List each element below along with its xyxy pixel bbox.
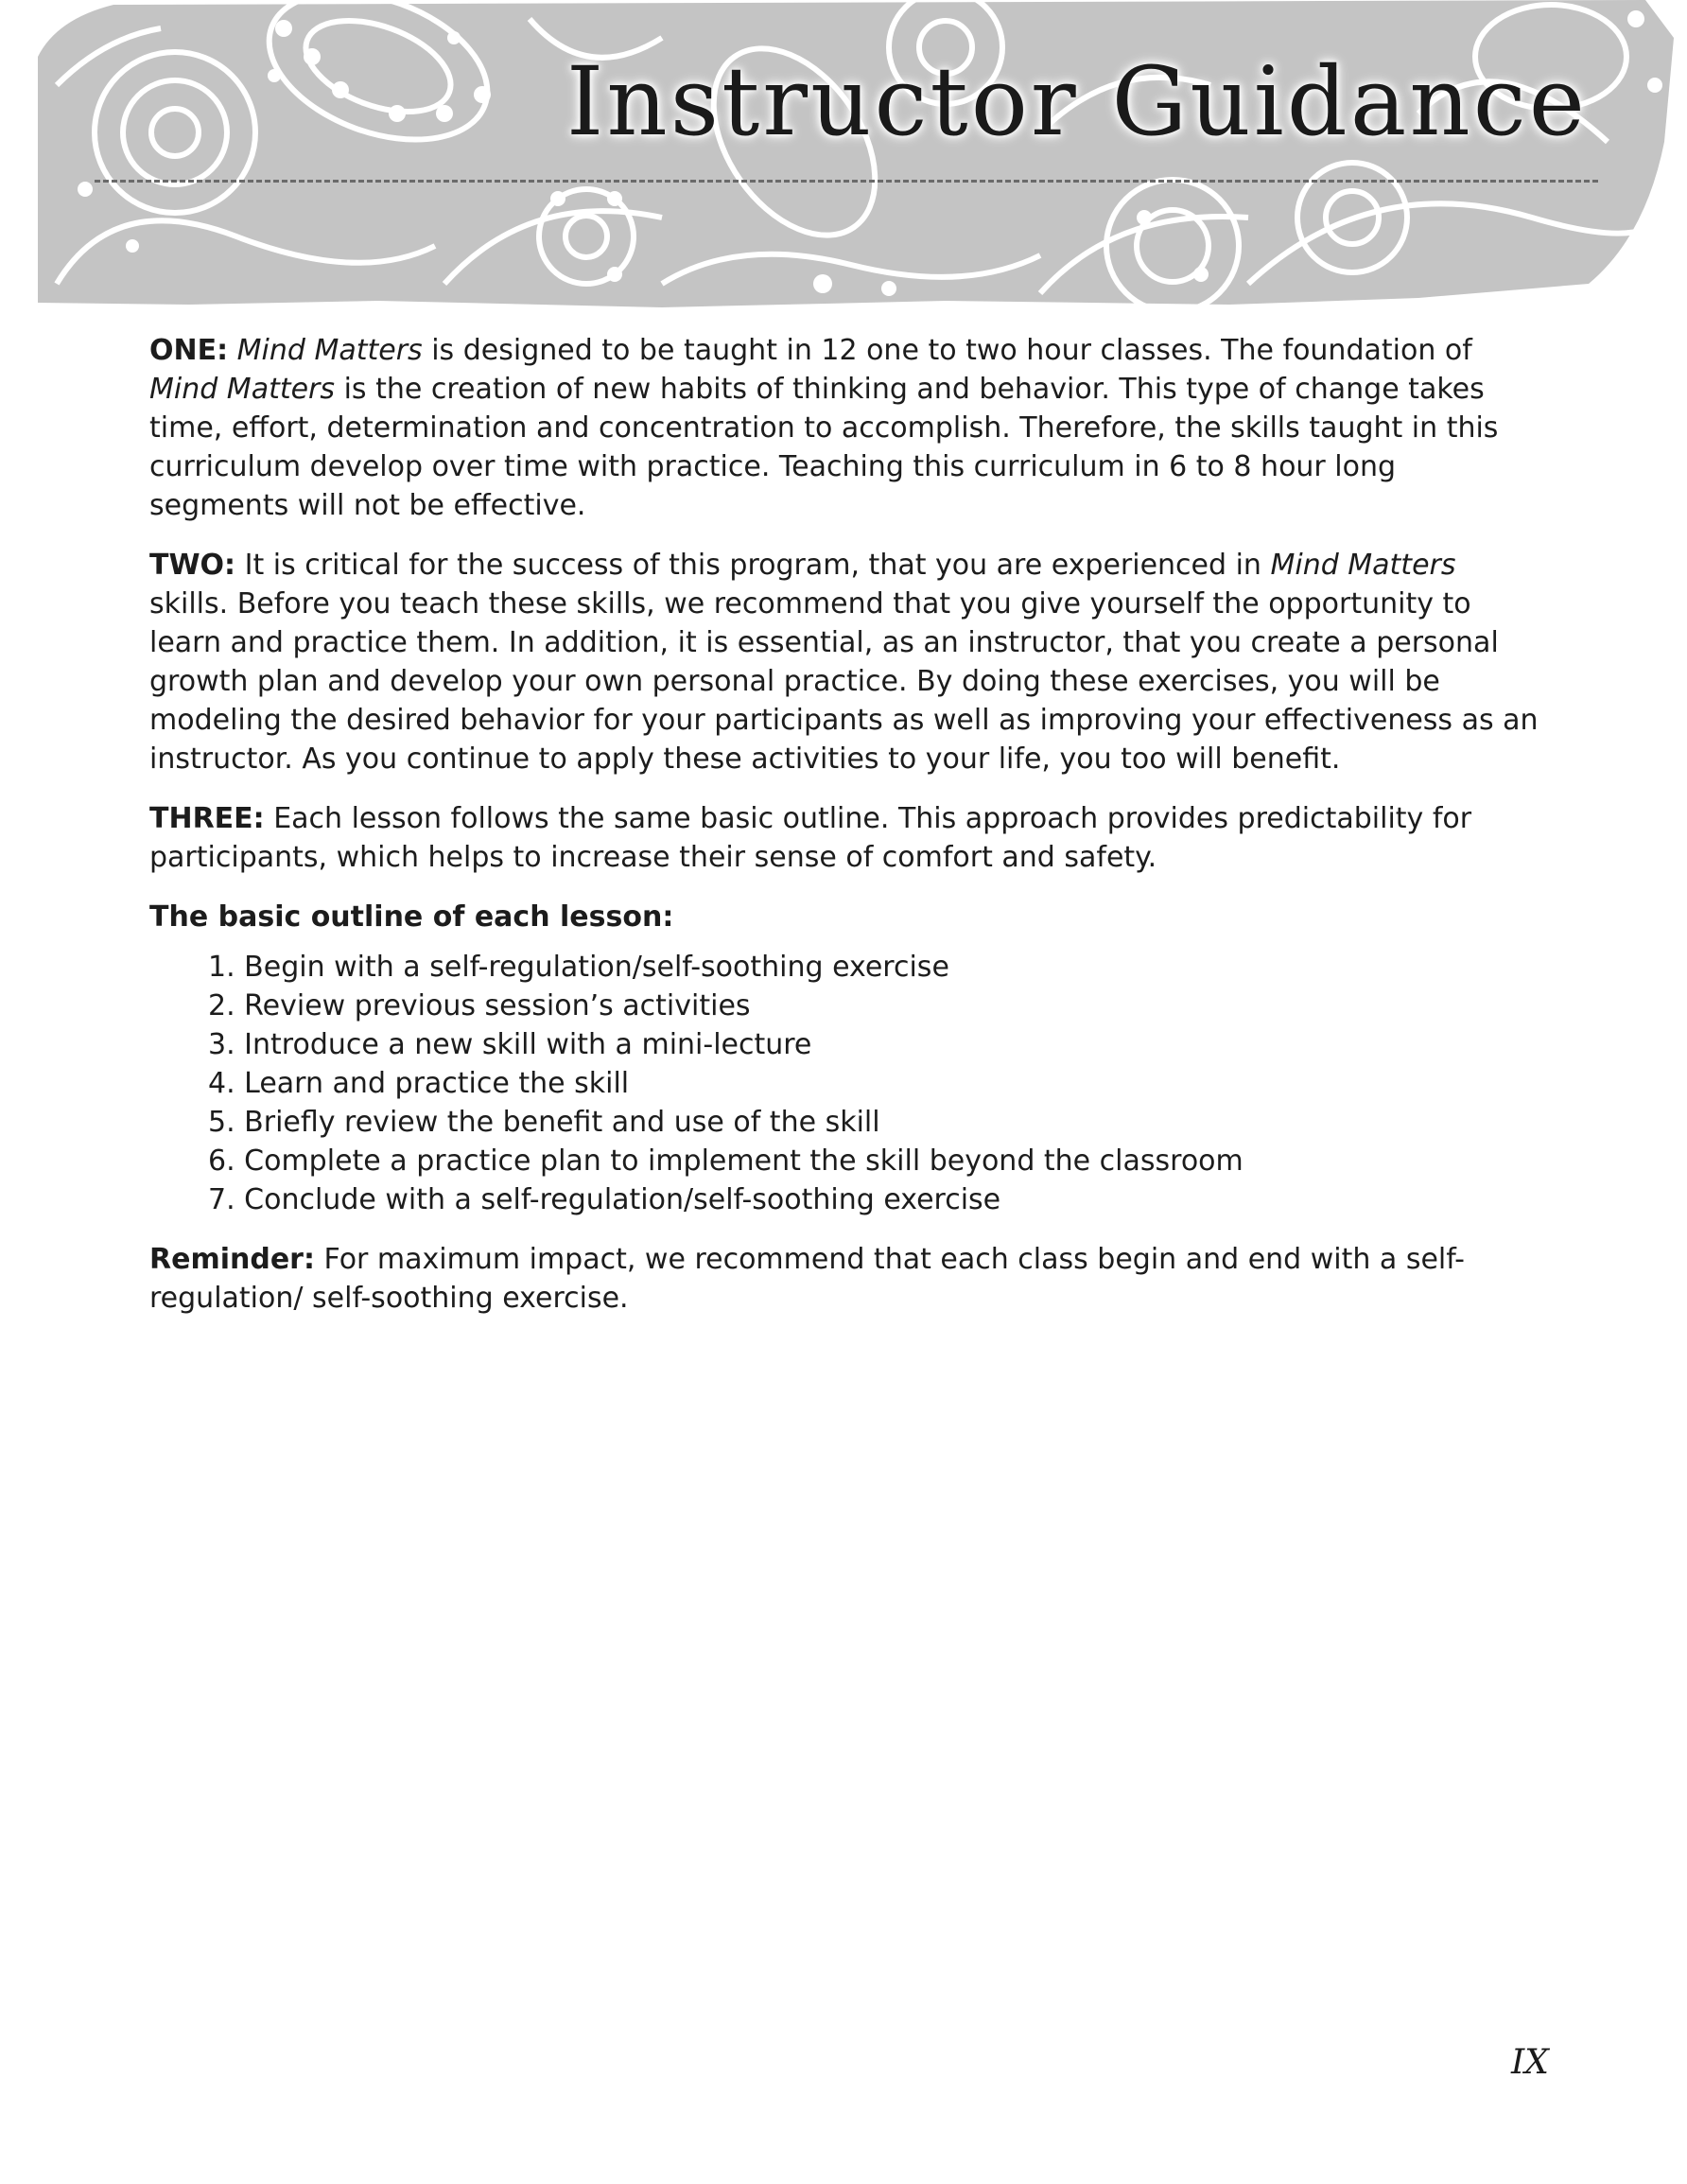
list-item: 1. Begin with a self-regulation/self-soothing exercise [208,951,949,984]
page-header [0,0,1687,312]
paragraph-two-text: It is critical for the success of this program, that you are experienced in [235,549,1271,582]
list-item: 2. Review previous session’s activities [208,989,751,1022]
paragraph-one [149,331,1539,525]
paragraph-three-lead: THREE: [149,802,265,835]
page-number: IX [1511,2043,1549,2082]
paragraph-one-text: is designed to be taught in 12 one to two hour classes. The foundation of [422,334,1472,367]
paragraph-three-text: Each lesson follows the same basic outline. This approach provides predictability for participants, which helps to increase their sense of comfort and safety. [149,802,1472,874]
reminder-lead: Reminder: [149,1243,315,1276]
outline-heading: The basic outline of each lesson: [149,900,674,934]
page-title: Instructor Guidance [565,46,1588,157]
list-item: 5. Briefly review the benefit and use of the skill [208,1106,880,1139]
paragraph-two-text-2: skills. Before you teach these skills, we recommend that you give yourself the opportunity to learn and practice them. In addition, it is essential, as an instructor, that you create a personal growth plan and develop your own personal practice. By doing these exercises, you will be modeling the desired behavior for your participants as well as improving your effectiveness as an instructor. As you continue to apply these activities to your life, you too will benefit. [149,587,1539,776]
paragraph-three [149,799,1539,877]
dashed-rule [95,180,1598,183]
list-item: 3. Introduce a new skill with a mini-lecture [208,1028,812,1061]
list-item: 4. Learn and practice the skill [208,1067,630,1100]
paragraph-two-lead: TWO: [149,549,236,582]
paragraph-two [149,546,1539,778]
paragraph-one-lead: ONE: [149,334,229,367]
list-item: 7. Conclude with a self-regulation/self-soothing exercise [208,1183,1001,1216]
lesson-outline-list [149,948,1539,1219]
paragraph-one-title-ref-2: Mind Matters [149,373,336,406]
paragraph-one-title-ref: Mind Matters [236,334,423,367]
reminder-paragraph [149,1240,1539,1318]
document-body [149,331,1539,1338]
paragraph-two-title-ref: Mind Matters [1270,549,1456,582]
reminder-text: For maximum impact, we recommend that each class begin and end with a self-regulation/ self-soothing exercise. [149,1243,1466,1315]
list-item: 6. Complete a practice plan to implement the skill beyond the classroom [208,1144,1244,1178]
paragraph-one-text-2: is the creation of new habits of thinking and behavior. This type of change takes time, effort, determination and concentration to accomplish. Therefore, the skills taught in this curriculum develop over time with practice. Teaching this curriculum in 6 to 8 hour long segments will not be effective. [149,373,1499,522]
